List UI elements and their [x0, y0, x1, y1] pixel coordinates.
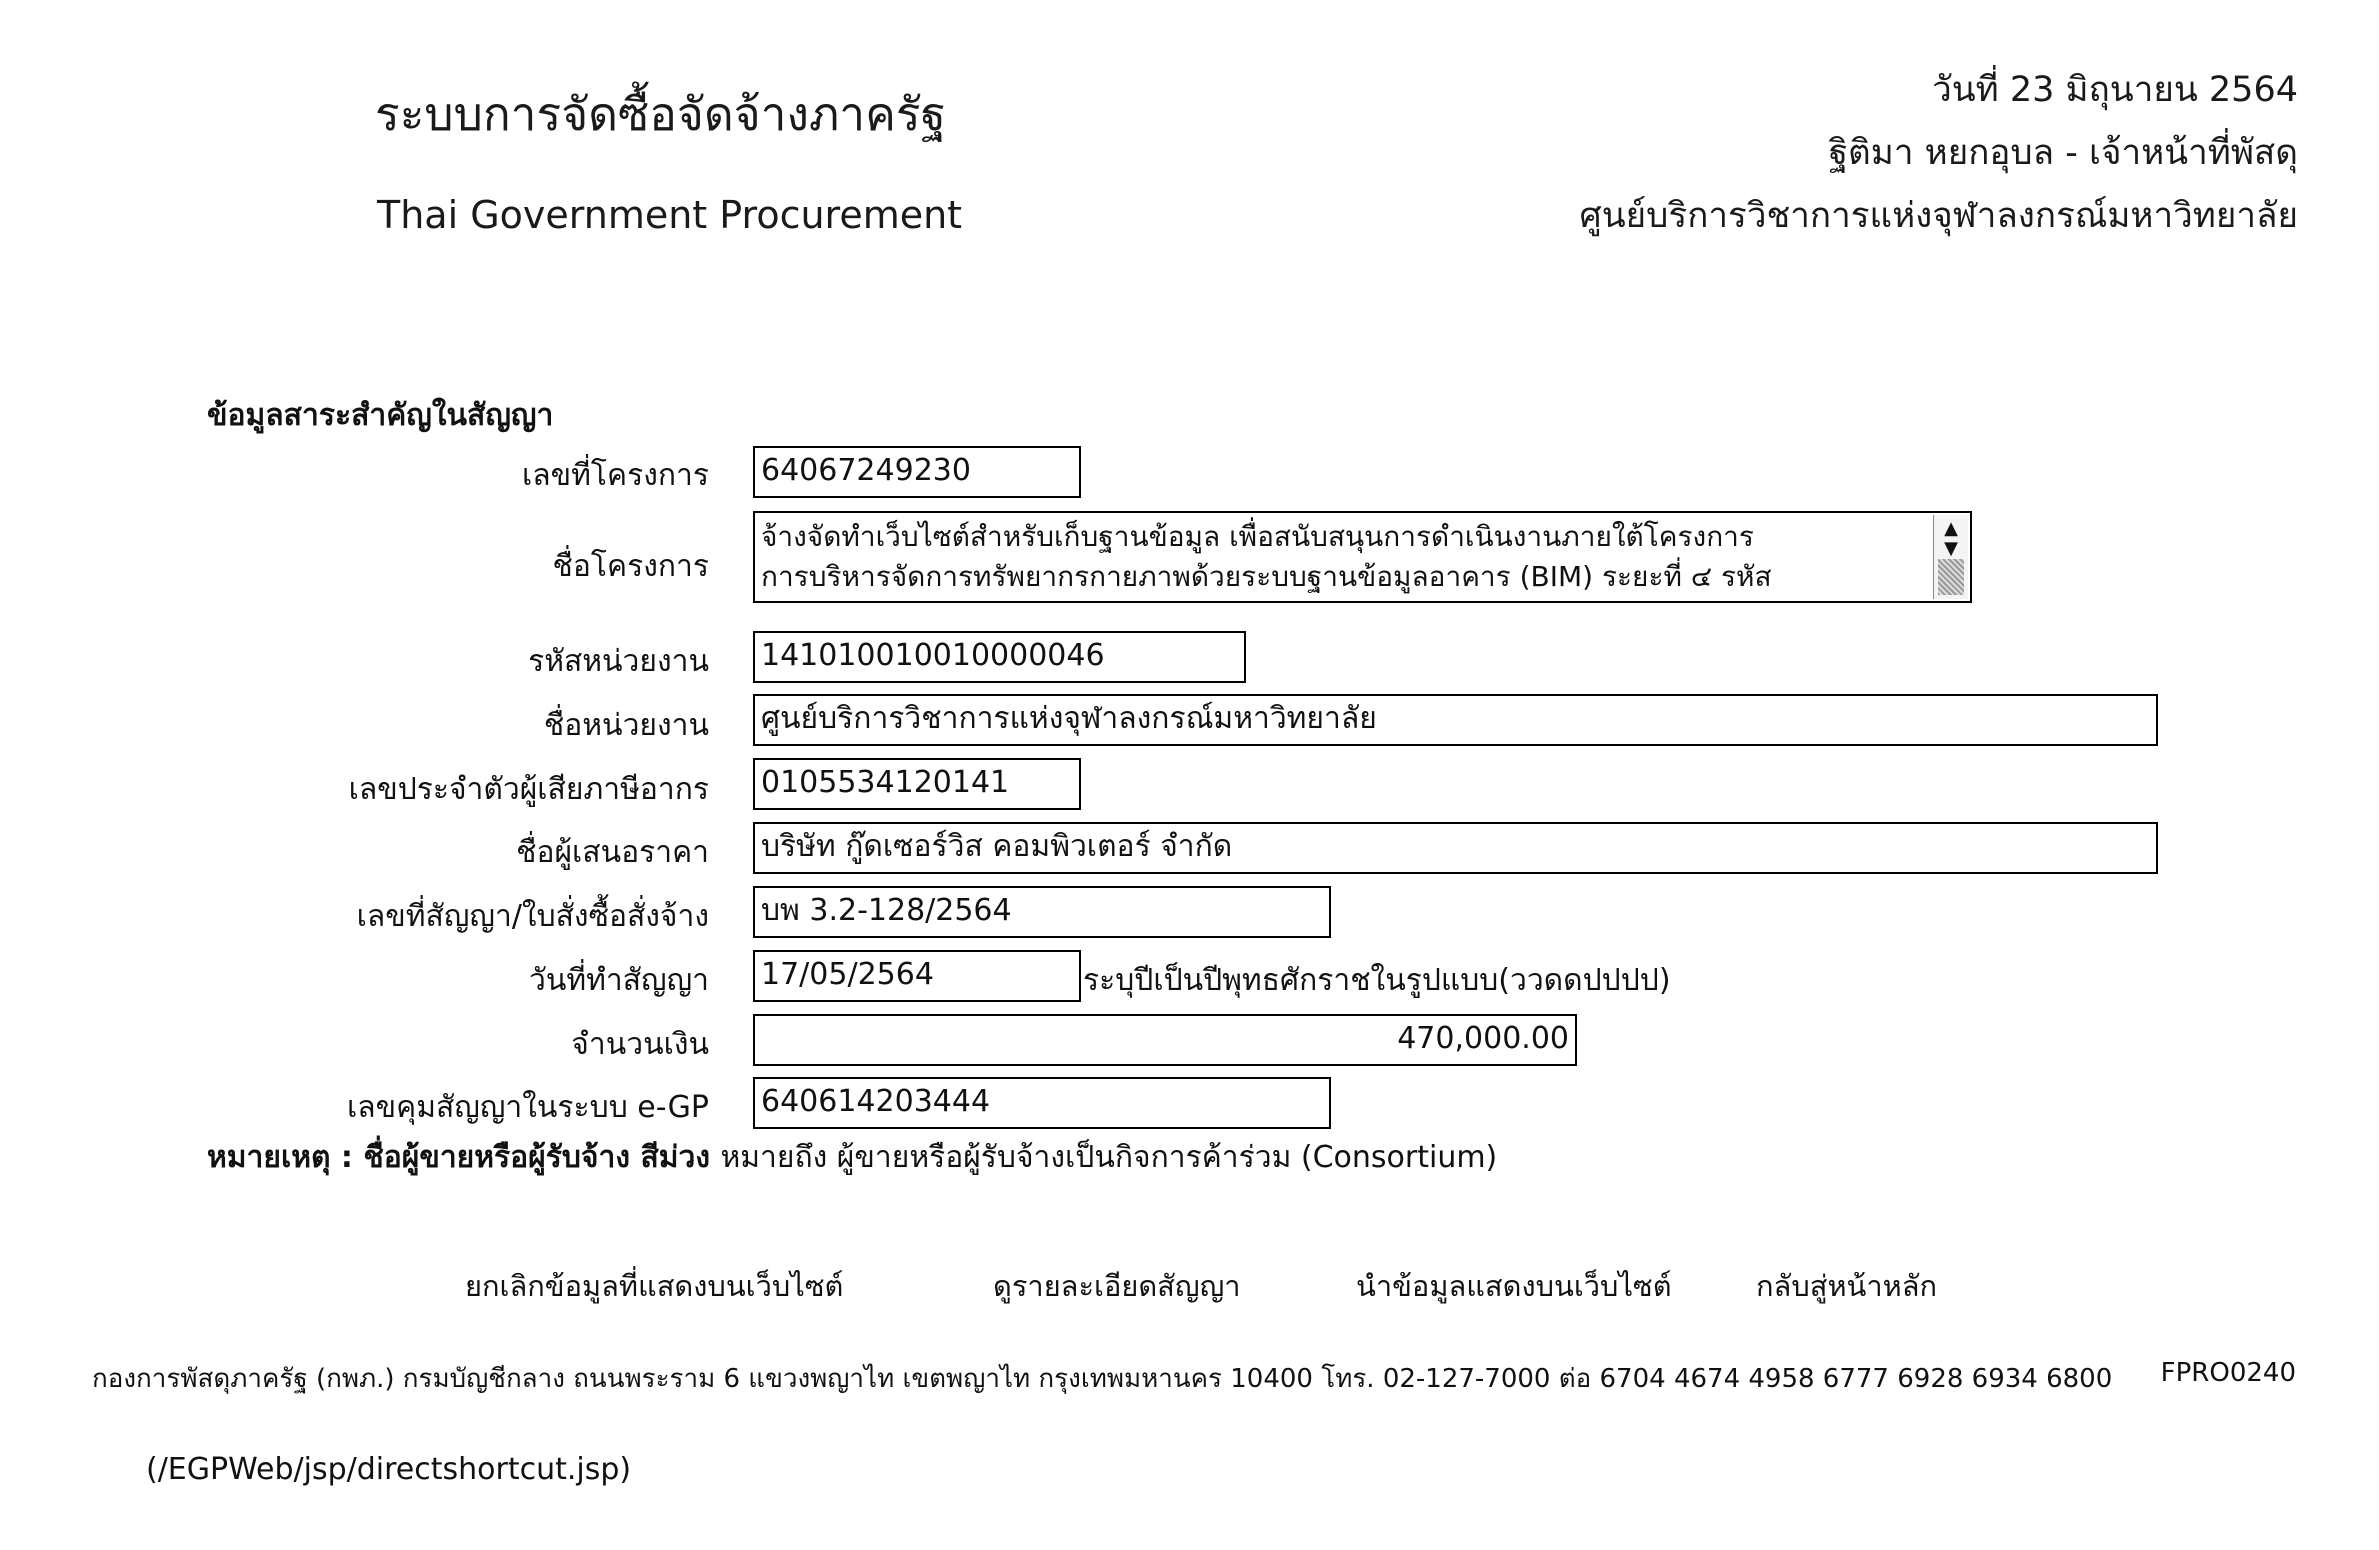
project-no-label: เลขที่โครงการ	[522, 458, 709, 493]
system-title-en: Thai Government Procurement	[377, 193, 963, 237]
system-title-th: ระบบการจัดซื้อจัดจ้างภาครัฐ	[375, 87, 946, 141]
agency-name-label: ชื่อหน่วยงาน	[543, 708, 709, 743]
agency-code-label: รหัสหน่วยงาน	[528, 644, 709, 679]
bidder-name-label: ชื่อผู้เสนอราคา	[516, 835, 709, 870]
scroll-thumb[interactable]	[1938, 559, 1964, 595]
project-name-scrollbar[interactable]	[1933, 515, 1968, 599]
scroll-arrows-icon[interactable]: ▲ ▼	[1944, 518, 1958, 559]
project-name-line2: การบริหารจัดการทรัพยากรกายภาพด้วยระบบฐานข้อมูลอาคาร (BIM) ระยะที่ ๔ รหัส	[761, 560, 1772, 593]
note-prefix: หมายเหตุ : ชื่อผู้ขายหรือผู้รับจ้าง	[207, 1140, 630, 1175]
consortium-note	[207, 1134, 1497, 1181]
project-name-label: ชื่อโครงการ	[552, 549, 709, 584]
organization-name: ศูนย์บริการวิชาการแห่งจุฬาลงกรณ์มหาวิทยาลัย	[1579, 196, 2298, 236]
publish-link[interactable]: นำข้อมูลแสดงบนเว็บไซต์	[1356, 1269, 1672, 1303]
project-name-textarea[interactable]	[753, 511, 1972, 603]
current-date: วันที่ 23 มิถุนายน 2564	[1932, 70, 2298, 110]
amount-label: จำนวนเงิน	[571, 1027, 709, 1062]
view-contract-link[interactable]: ดูรายละเอียดสัญญา	[993, 1269, 1241, 1303]
contract-no-field[interactable]: บพ 3.2-128/2564	[753, 886, 1331, 938]
cancel-display-link[interactable]: ยกเลิกข้อมูลที่แสดงบนเว็บไซต์	[465, 1269, 844, 1303]
tax-id-label: เลขประจำตัวผู้เสียภาษีอากร	[348, 772, 709, 807]
agency-code-field[interactable]: 141010010010000046	[753, 631, 1246, 683]
tax-id-field[interactable]: 0105534120141	[753, 758, 1081, 810]
page-code: FPRO0240	[2160, 1358, 2296, 1388]
page-path: (/EGPWeb/jsp/directshortcut.jsp)	[146, 1452, 632, 1487]
amount-field[interactable]: 470,000.00	[753, 1014, 1577, 1066]
egp-control-no-field[interactable]: 640614203444	[753, 1077, 1331, 1129]
user-info: ฐิติมา หยกอุบล - เจ้าหน้าที่พัสดุ	[1828, 133, 2298, 173]
contract-date-hint: ระบุปีเป็นปีพุทธศักราชในรูปแบบ(ววดดปปปป)	[1083, 963, 1671, 998]
project-name-line1: จ้างจัดทำเว็บไซต์สำหรับเก็บฐานข้อมูล เพื่อสนับสนุนการดำเนินงานภายใต้โครงการ	[761, 520, 1754, 553]
note-suffix: หมายถึง ผู้ขายหรือผู้รับจ้างเป็นกิจการค้าร่วม (Consortium)	[720, 1140, 1498, 1175]
back-home-link[interactable]: กลับสู่หน้าหลัก	[1756, 1269, 1938, 1303]
bidder-name-field[interactable]: บริษัท กู๊ดเซอร์วิส คอมพิวเตอร์ จำกัด	[753, 822, 2158, 874]
note-highlight: สีม่วง	[640, 1140, 711, 1175]
egp-control-no-label: เลขคุมสัญญาในระบบ e-GP	[347, 1090, 709, 1125]
contract-date-label: วันที่ทำสัญญา	[528, 963, 709, 998]
section-title: ข้อมูลสาระสำคัญในสัญญา	[207, 398, 554, 433]
contract-date-field[interactable]: 17/05/2564	[753, 950, 1081, 1002]
contract-no-label: เลขที่สัญญา/ใบสั่งซื้อสั่งจ้าง	[356, 899, 709, 934]
project-no-field[interactable]: 64067249230	[753, 446, 1081, 498]
agency-name-field[interactable]: ศูนย์บริการวิชาการแห่งจุฬาลงกรณ์มหาวิทยาลัย	[753, 694, 2158, 746]
footer-address: กองการพัสดุภาครัฐ (กพภ.) กรมบัญชีกลาง ถนนพระราม 6 แขวงพญาไท เขตพญาไท กรุงเทพมหานคร 10400 โทร. 02-127-7000 ต่อ 6704 4674 4958 6777 6928 6934 6800	[92, 1364, 2113, 1394]
